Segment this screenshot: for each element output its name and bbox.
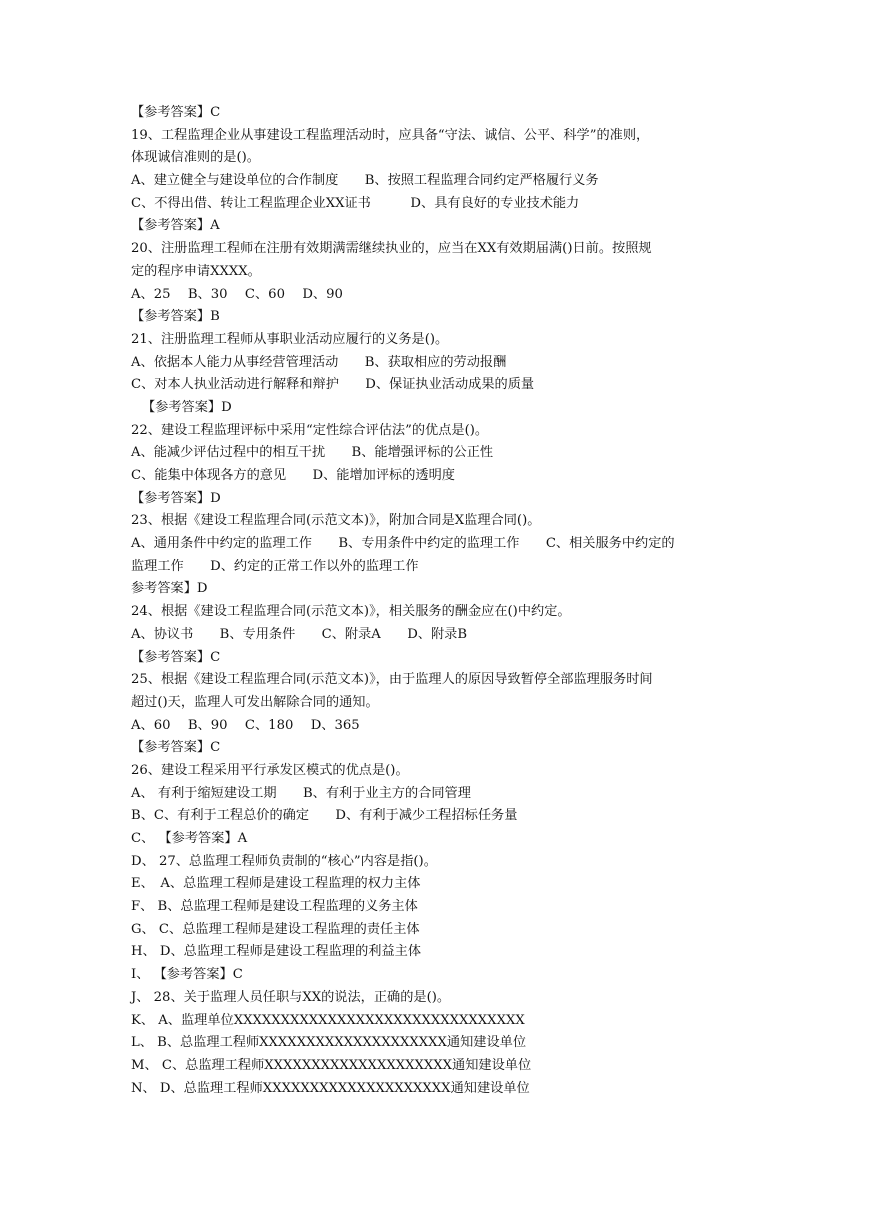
list-item-k: K、 A、监理单位XXXXXXXXXXXXXXXXXXXXXXXXXXXXXXX	[131, 1012, 525, 1028]
list-item-d: D、 27、总监理工程师负责制的“核心”内容是指()。	[131, 853, 437, 869]
list-item-e: E、 A、总监理工程师是建设工程监理的权力主体	[131, 876, 421, 892]
question-19-options-ab: A、建立健全与建设单位的合作制度 B、按照工程监理合同约定严格履行义务	[131, 173, 599, 189]
list-item-l: L、 B、总监理工程师XXXXXXXXXXXXXXXXXXXX通知建设单位	[131, 1035, 527, 1051]
question-23-options-line-1: A、通用条件中约定的监理工作 B、专用条件中约定的监理工作 C、相关服务中约定的	[131, 536, 675, 552]
question-22-line-1: 22、建设工程监理评标中采用“定性综合评估法”的优点是()。	[131, 422, 489, 438]
answer-line-q20: 【参考答案】B	[131, 309, 220, 325]
list-item-h: H、 D、总监理工程师是建设工程监理的利益主体	[131, 944, 422, 960]
question-21-options-cd: C、对本人执业活动进行解释和辩护 D、保证执业活动成果的质量	[131, 377, 535, 393]
answer-line-q18: 【参考答案】C	[131, 105, 221, 120]
question-19-line-1: 19、工程监理企业从事建设工程监理活动时，应具备“守法、诚信、公平、科学”的准则，	[131, 127, 650, 143]
question-24-line-1: 24、根据《建设工程监理合同(示范文本)》，相关服务的酬金应在()中约定。	[131, 604, 571, 620]
question-25-options: A、60 B、90 C、180 D、365	[131, 717, 360, 733]
list-item-a: A、 有利于缩短建设工期 B、有利于业主方的合同管理	[131, 785, 471, 801]
question-22-options-cd: C、能集中体现各方的意见 D、能增加评标的透明度	[131, 468, 455, 483]
list-item-i: I、 【参考答案】C	[131, 967, 243, 983]
answer-line-q21: 【参考答案】D	[142, 399, 232, 415]
document-body	[131, 102, 741, 1100]
list-item-c: C、 【参考答案】A	[131, 831, 248, 846]
question-23-options-line-2: 监理工作 D、约定的正常工作以外的监理工作	[131, 558, 419, 574]
question-22-options-ab: A、能减少评估过程中的相互干扰 B、能增强评标的公正性	[131, 445, 494, 461]
list-item-j: J、 28、关于监理人员任职与XX的说法，正确的是()。	[131, 989, 451, 1005]
question-21-options-ab: A、依据本人能力从事经营管理活动 B、获取相应的劳动报酬	[131, 354, 507, 370]
answer-line-q19: 【参考答案】A	[131, 218, 220, 234]
list-item-g: G、 C、总监理工程师是建设工程监理的责任主体	[131, 921, 420, 937]
answer-line-q22: 【参考答案】D	[131, 490, 221, 506]
answer-line-q23: 参考答案】D	[131, 581, 208, 597]
question-25-line-2: 超过()天，监理人可发出解除合同的通知。	[131, 694, 379, 710]
question-21-line-1: 21、注册监理工程师从事职业活动应履行的义务是()。	[131, 331, 449, 347]
question-20-line-1: 20、注册监理工程师在注册有效期满需继续执业的，应当在XX有效期届满()日前。按照规	[131, 241, 652, 257]
list-item-b: B、C、有利于工程总价的确定 D、有利于减少工程招标任务量	[131, 808, 518, 824]
question-19-line-2: 体现诚信准则的是()。	[131, 150, 260, 166]
list-item-m: M、 C、总监理工程师XXXXXXXXXXXXXXXXXXXX通知建设单位	[131, 1057, 532, 1073]
question-24-options: A、协议书 B、专用条件 C、附录A D、附录B	[131, 626, 468, 642]
question-20-options: A、25 B、30 C、60 D、90	[131, 286, 343, 302]
answer-line-q25: 【参考答案】C	[131, 740, 221, 756]
answer-line-q24: 【参考答案】C	[131, 649, 221, 665]
question-23-line-1: 23、根据《建设工程监理合同(示范文本)》，附加合同是X监理合同()。	[131, 513, 541, 529]
question-25-line-1: 25、根据《建设工程监理合同(示范文本)》，由于监理人的原因导致暂停全部监理服务时间	[131, 672, 653, 688]
question-19-options-cd: C、不得出借、转让工程监理企业XX证书 D、具有良好的专业技术能力	[131, 195, 580, 211]
question-20-line-2: 定的程序申请XXXX。	[131, 263, 261, 279]
list-item-f: F、 B、总监理工程师是建设工程监理的义务主体	[131, 899, 418, 915]
question-26-line-1: 26、建设工程采用平行承发区模式的优点是()。	[131, 762, 409, 778]
list-item-n: N、 D、总监理工程师XXXXXXXXXXXXXXXXXXXX通知建设单位	[131, 1080, 530, 1096]
